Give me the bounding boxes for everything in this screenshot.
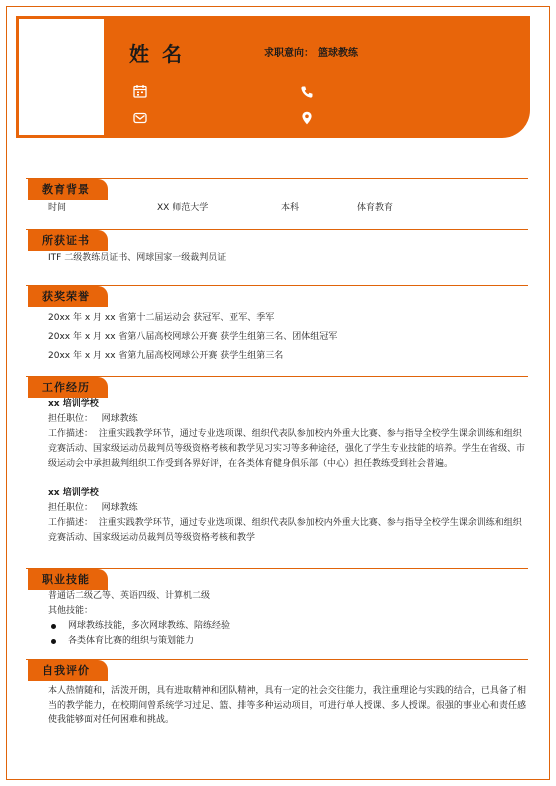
section-title: 教育背景 bbox=[28, 179, 108, 200]
work-section bbox=[26, 373, 528, 546]
section-title: 职业技能 bbox=[28, 569, 108, 590]
job-position: 担任职位： 网球教练 bbox=[48, 414, 138, 424]
skill-bullet: 网球教练技能，多次网球教练、陪练经验 bbox=[48, 619, 528, 634]
award-item: 20xx 年 x 月 xx 省第八届高校网球公开赛 获学生组第三名、团体组冠军 bbox=[48, 332, 338, 342]
certificates-section bbox=[26, 226, 528, 266]
job-intention-label: 求职意向： bbox=[264, 48, 314, 59]
section-title: 获奖荣誉 bbox=[28, 286, 108, 307]
award-item: 20xx 年 x 月 xx 省第九届高校网球公开赛 获学生组第三名 bbox=[48, 351, 284, 361]
job-company: xx 培训学校 bbox=[48, 399, 99, 409]
job-intention-value: 篮球教练 bbox=[318, 48, 358, 59]
education-degree: 本科 bbox=[281, 203, 300, 213]
self-evaluation-section bbox=[26, 656, 528, 728]
self-evaluation-text: 本人热情随和，活泼开朗，具有进取精神和团队精神，具有一定的社会交往能力，我注重理论与实践的结合，已具备了相当的教学能力，在校期间曾系统学习过足、篮、排等多种运动项目，可进行单人授课、多人授课。很强的事业心和责任感使我能够面对任何困难和挑战。 bbox=[48, 686, 526, 725]
awards-section bbox=[26, 282, 528, 366]
job-description: 工作描述： 注重实践教学环节，通过专业选项课、组织代表队参加校内外重大比赛、参与指导全校学生课余训练和组织竞赛活动、国家级运动员裁判员等级资格考核和教学见习实习等多种途径，强化了学生专业技能的培养。学生在省级、市级运动会中承担裁判组织工作受到各界好评，在各类体育健身俱乐部（中心）担任教练受到社会普遍。 bbox=[48, 429, 526, 469]
mail-icon bbox=[133, 111, 147, 125]
job-company: xx 培训学校 bbox=[48, 488, 99, 498]
education-major: 体育教育 bbox=[357, 203, 394, 213]
section-title: 所获证书 bbox=[28, 230, 108, 251]
education-school: XX 师范大学 bbox=[157, 203, 209, 213]
section-title: 工作经历 bbox=[28, 377, 108, 398]
phone-icon bbox=[300, 85, 314, 99]
section-title: 自我评价 bbox=[28, 660, 108, 681]
candidate-name: 姓 名 bbox=[129, 42, 185, 66]
photo-placeholder bbox=[19, 19, 104, 135]
skills-line: 普通话二级乙等、英语四级、计算机二级 bbox=[48, 591, 211, 601]
skills-section bbox=[26, 565, 528, 649]
certificates-text: ITF 二级教练员证书、网球国家一级裁判员证 bbox=[48, 253, 227, 263]
education-section bbox=[26, 175, 528, 214]
job-position: 担任职位： 网球教练 bbox=[48, 503, 138, 513]
resume-header bbox=[16, 16, 530, 138]
job-description: 工作描述： 注重实践教学环节，通过专业选项课、组织代表队参加校内外重大比赛、参与指导全校学生课余训练和组织竞赛活动、国家级运动员裁判员等级资格考核和教学 bbox=[48, 518, 522, 543]
skills-other-label: 其他技能： bbox=[48, 606, 94, 616]
location-pin-icon bbox=[300, 111, 314, 125]
award-item: 20xx 年 x 月 xx 省第十二届运动会 获冠军、亚军、季军 bbox=[48, 313, 275, 323]
education-time: 时间 bbox=[48, 203, 67, 213]
job-intention bbox=[264, 44, 358, 59]
education-row bbox=[26, 199, 528, 214]
calendar-icon bbox=[133, 84, 147, 98]
skill-bullet: 各类体育比赛的组织与策划能力 bbox=[48, 634, 528, 649]
